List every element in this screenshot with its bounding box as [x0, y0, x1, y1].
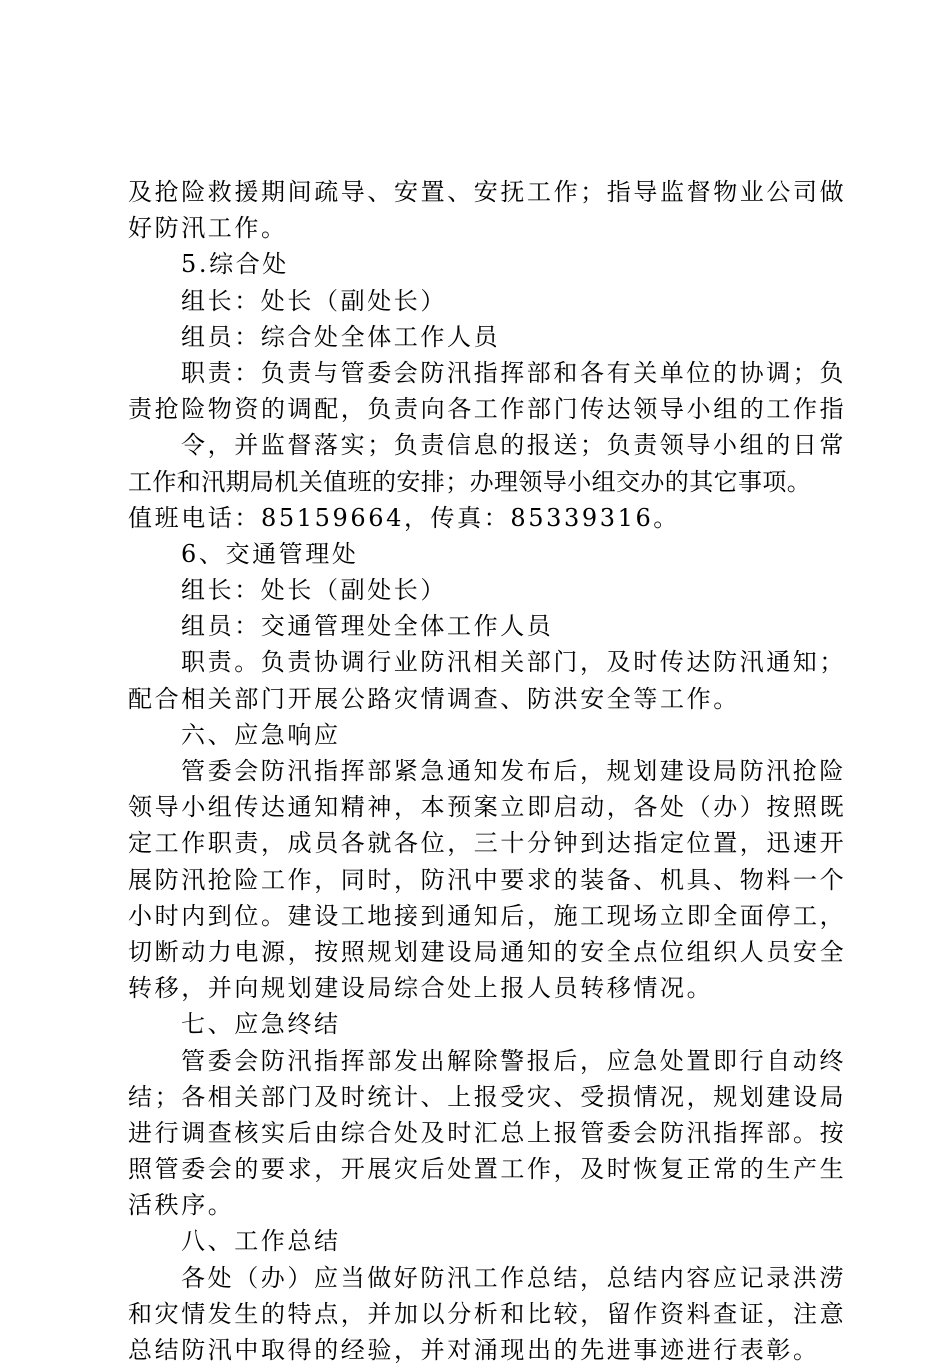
text-line: 结；各相关部门及时统计、上报受灾、受损情况，规划建设局 — [128, 1082, 847, 1111]
text-line: 进行调查核实后由综合处及时汇总上报管委会防汛指挥部。按 — [128, 1118, 847, 1147]
section-heading: 5.综合处 — [181, 250, 289, 279]
text-line: 管委会防汛指挥部发出解除警报后，应急处置即行自动终 — [181, 1046, 846, 1075]
text-line: 组长：处长（副处长） — [181, 576, 447, 605]
section-heading: 七、应急终结 — [181, 1010, 341, 1039]
text-line: 好防汛工作。 — [128, 214, 288, 243]
section-heading: 八、工作总结 — [181, 1227, 341, 1256]
text-line: 和灾情发生的特点，并加以分析和比较，留作资料查证，注意 — [128, 1299, 847, 1328]
text-line: 总结防汛中取得的经验，并对涌现出的先进事迹进行表彰。 — [128, 1336, 820, 1364]
text-line: 组长：处长（副处长） — [181, 286, 447, 315]
text-line: 职责：负责与管委会防汛指挥部和各有关单位的协调；负 — [181, 358, 846, 387]
text-line: 配合相关部门开展公路灾情调查、防洪安全等工作。 — [128, 684, 740, 713]
text-line: 照管委会的要求，开展灾后处置工作，及时恢复正常的生产生 — [128, 1155, 847, 1184]
text-line: 切断动力电源，按照规划建设局通知的安全点位组织人员安全 — [128, 937, 847, 966]
text-line: 组员：交通管理处全体工作人员 — [181, 612, 554, 641]
document-page — [128, 174, 847, 1368]
text-line: 组员：综合处全体工作人员 — [181, 322, 501, 351]
text-line: 工作和汛期局机关值班的安排；办理领导小组交办的其它事项。 — [128, 467, 812, 496]
text-line: 令，并监督落实；负责信息的报送；负责领导小组的日常 — [181, 431, 846, 460]
text-line: 展防汛抢险工作，同时，防汛中要求的装备、机具、物料一个 — [128, 865, 847, 894]
text-line: 及抢险救援期间疏导、安置、安抚工作；指导监督物业公司做 — [128, 178, 847, 206]
text-line: 值班电话：85159664，传真：85339316。 — [128, 503, 680, 532]
section-heading: 6、交通管理处 — [181, 539, 359, 568]
text-line: 职责。负责协调行业防汛相关部门，及时传达防汛通知； — [181, 648, 846, 677]
text-line: 小时内到位。建设工地接到通知后，施工现场立即全面停工， — [128, 901, 847, 930]
text-line: 领导小组传达通知精神，本预案立即启动，各处（办）按照既 — [128, 793, 847, 822]
text-line: 活秩序。 — [128, 1191, 235, 1220]
text-line: 管委会防汛指挥部紧急通知发布后，规划建设局防汛抢险 — [181, 757, 846, 785]
text-line: 各处（办）应当做好防汛工作总结，总结内容应记录洪涝 — [181, 1263, 846, 1292]
text-line: 责抢险物资的调配，负责向各工作部门传达领导小组的工作指 — [128, 395, 847, 424]
section-heading: 六、应急响应 — [181, 720, 341, 749]
text-line: 转移，并向规划建设局综合处上报人员转移情况。 — [128, 974, 714, 1003]
text-line: 定工作职责，成员各就各位，三十分钟到达指定位置，迅速开 — [128, 829, 847, 858]
